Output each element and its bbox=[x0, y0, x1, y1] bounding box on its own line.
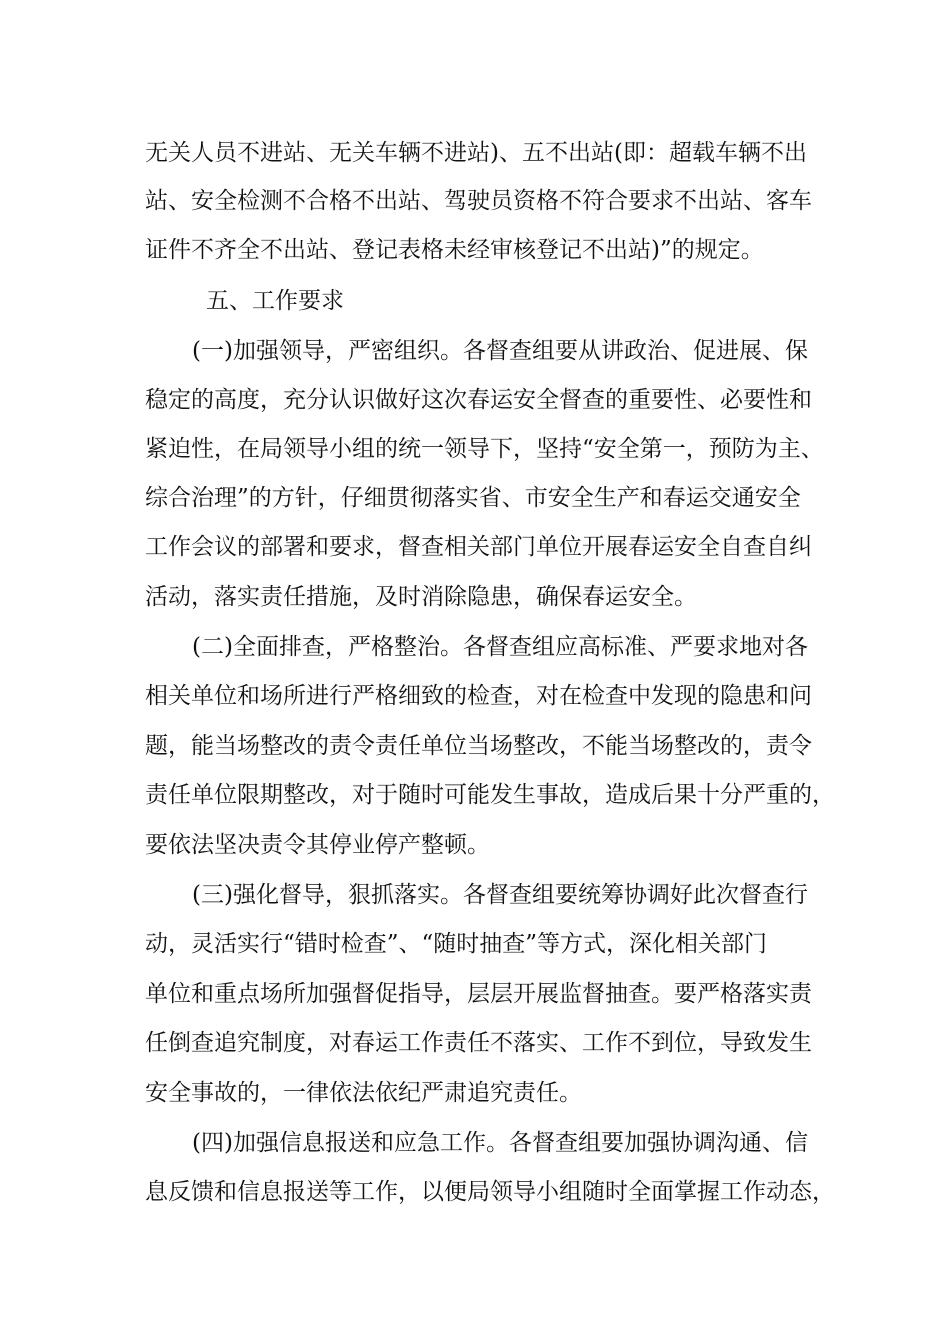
paragraph-1-line-1: (一)加强领导，严密组织。各督查组要从讲政治、促进展、保 bbox=[192, 338, 808, 364]
paragraph-3-line-2: 动，灵活实行“错时检查”、“随时抽查”等方式，深化相关部门 bbox=[145, 931, 768, 957]
paragraph-3-line-4: 任倒查追究制度，对春运工作责任不落实、工作不到位，导致发生 bbox=[145, 1030, 812, 1056]
body-line-2: 站、安全检测不合格不出站、驾驶员资格不符合要求不出站、客车 bbox=[145, 188, 812, 214]
paragraph-1-line-4: 综合治理”的方针，仔细贯彻落实省、市安全生产和春运交通安全 bbox=[145, 485, 801, 511]
paragraph-1-line-2: 稳定的高度，充分认识做好这次春运安全督查的重要性、必要性和 bbox=[145, 387, 812, 413]
paragraph-4-line-2: 息反馈和信息报送等工作，以便局领导小组随时全面掌握工作动态， bbox=[145, 1179, 835, 1205]
paragraph-3-line-1: (三)强化督导，狠抓落实。各督查组要统筹协调好此次督查行 bbox=[192, 882, 808, 908]
paragraph-2-line-2: 相关单位和场所进行严格细致的检查，对在检查中发现的隐患和问 bbox=[145, 683, 812, 709]
paragraph-4-line-1: (四)加强信息报送和应急工作。各督查组要加强协调沟通、信 bbox=[192, 1130, 808, 1156]
paragraph-2-line-5: 要依法坚决责令其停业停产整顿。 bbox=[145, 832, 490, 858]
paragraph-2-line-1: (二)全面排查，严格整治。各督查组应高标准、严要求地对各 bbox=[192, 634, 808, 660]
paragraph-3-line-3: 单位和重点场所加强督促指导，层层开展监督抽查。要严格落实责 bbox=[145, 981, 812, 1007]
paragraph-1-line-6: 活动，落实责任措施，及时消除隐患，确保春运安全。 bbox=[145, 584, 697, 610]
paragraph-2-line-3: 题，能当场整改的责令责任单位当场整改，不能当场整改的，责令 bbox=[145, 733, 812, 759]
section-heading-work-requirements: 五、工作要求 bbox=[206, 288, 344, 314]
body-line-3: 证件不齐全不出站、登记表格未经审核登记不出站)”的规定。 bbox=[145, 237, 764, 263]
paragraph-2-line-4: 责任单位限期整改，对于随时可能发生事故，造成后果十分严重的， bbox=[145, 782, 835, 808]
paragraph-1-line-5: 工作会议的部署和要求，督查相关部门单位开展春运安全自查自纠 bbox=[145, 534, 812, 560]
paragraph-1-line-3: 紧迫性，在局领导小组的统一领导下，坚持“安全第一，预防为主、 bbox=[145, 436, 824, 462]
paragraph-3-line-5: 安全事故的，一律依法依纪严肃追究责任。 bbox=[145, 1080, 582, 1106]
body-line-1: 无关人员不进站、无关车辆不进站)、五不出站(即：超载车辆不出 bbox=[145, 140, 807, 166]
